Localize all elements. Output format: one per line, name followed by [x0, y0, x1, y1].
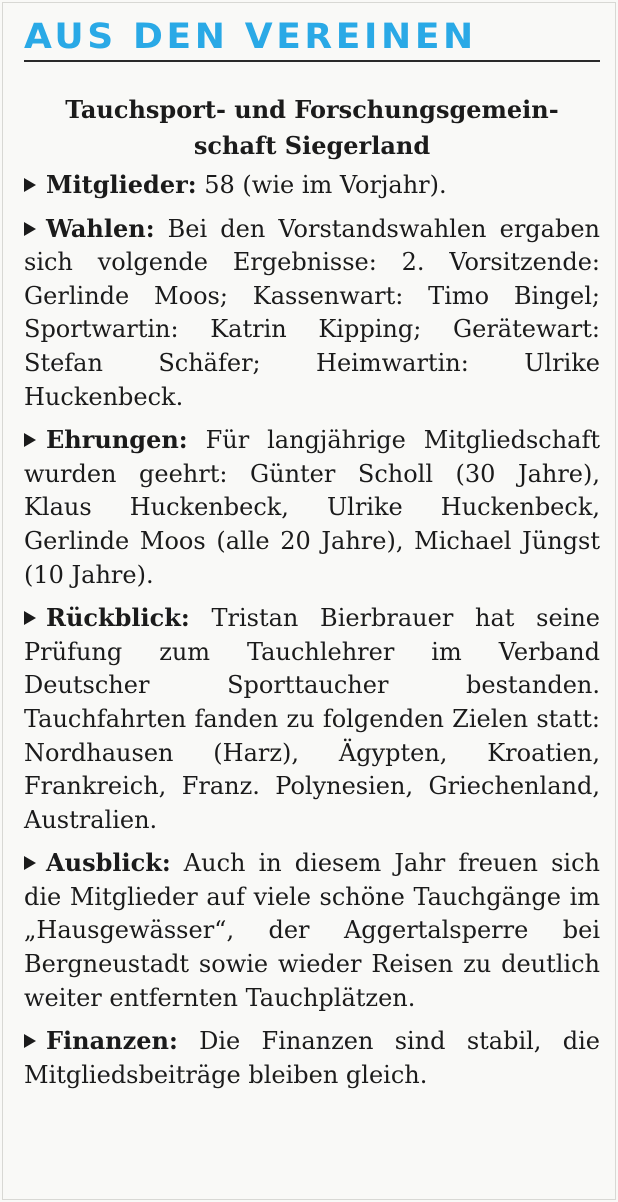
item-text: Tristan Bierbrauer hat seine Prüfung zum Tauchlehrer im Verband Deutscher Sporttaucher bestanden. Tauchfahrten fanden zu folgenden Zielen statt: Nordhausen (Harz), Ägypten, Kroatien, Frankreich, Franz. Polynesien, Griechenland, Australien.	[24, 604, 600, 834]
item-rueckblick	[24, 601, 600, 837]
bullet-arrow-icon	[24, 1034, 36, 1048]
item-text: 58 (wie im Vorjahr).	[204, 171, 447, 199]
item-mitglieder	[24, 168, 600, 203]
item-label: Finanzen:	[46, 1026, 178, 1056]
item-label: Ehrungen:	[46, 425, 188, 455]
item-text: Bei den Vorstandswahlen ergaben sich volgende Ergebnisse: 2. Vorsitzende: Gerlinde Moos; Kassenwart: Timo Bingel; Sportwartin: Katrin Kipping; Gerätewart: Stefan Schäfer; Heimwartin: Ulrike Huckenbeck.	[24, 214, 600, 411]
item-text: Auch in diesem Jahr freuen sich die Mitglieder auf viele schöne Tauchgänge im „Hausgewässer“, der Aggertalsperre bei Bergneustadt sowie wieder Reisen zu deutlich weiter entfernten Tauchplätzen.	[24, 849, 600, 1012]
bullet-arrow-icon	[24, 856, 36, 870]
bullet-arrow-icon	[24, 222, 36, 236]
organization-title-line-2: schaft Siegerland	[193, 131, 431, 160]
section-title: AUS DEN VEREINEN	[24, 17, 477, 57]
bullet-arrow-icon	[24, 178, 36, 192]
item-finanzen	[24, 1024, 600, 1092]
item-text: Die Finanzen sind stabil, die Mitgliedsbeiträge bleiben gleich.	[24, 1027, 600, 1089]
item-label: Wahlen:	[46, 213, 155, 243]
item-text: Für langjährige Mitgliedschaft wurden geehrt: Günter Scholl (30 Jahre), Klaus Huckenbeck, Ulrike Huckenbeck, Gerlinde Moos (alle 20 Jahre), Michael Jüngst (10 Jahre).	[24, 426, 600, 589]
item-label: Ausblick:	[46, 848, 171, 878]
item-ehrungen	[24, 423, 600, 592]
organization-title-line-1: Tauchsport- und Forschungsgemein-	[65, 95, 559, 124]
bullet-arrow-icon	[24, 611, 36, 625]
section-header	[24, 16, 600, 60]
item-wahlen	[24, 212, 600, 415]
item-label: Rückblick:	[46, 603, 190, 633]
organization-title	[24, 92, 600, 164]
report-items	[24, 168, 600, 1101]
bullet-arrow-icon	[24, 433, 36, 447]
header-rule	[24, 60, 600, 62]
item-ausblick	[24, 846, 600, 1015]
item-label: Mitglieder:	[46, 170, 197, 199]
